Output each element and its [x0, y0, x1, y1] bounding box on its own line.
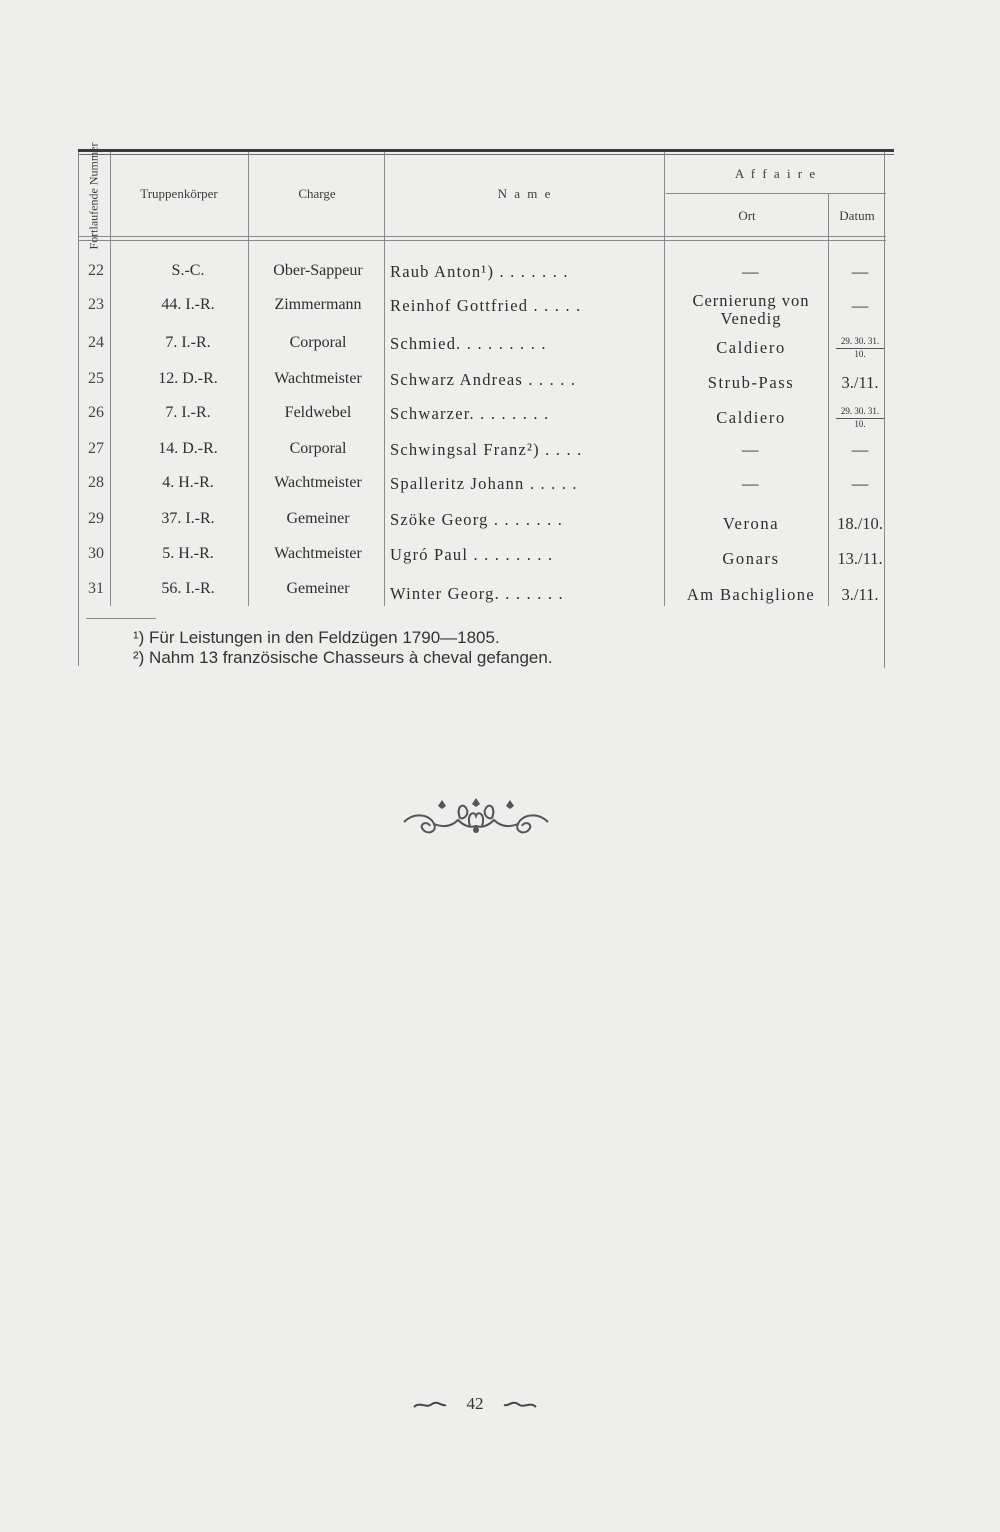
- table-top-rule: [78, 149, 894, 152]
- header-bottom-rule-2: [78, 240, 886, 241]
- table-row: [78, 404, 888, 440]
- left-swash-icon: [412, 1399, 448, 1411]
- page-number: 42: [466, 1394, 484, 1413]
- row-truppenkoerper: 7. I.-R.: [165, 404, 211, 421]
- row-ort: Verona: [722, 514, 780, 533]
- datum-month: 10.: [854, 419, 866, 429]
- right-swash-icon: [502, 1399, 538, 1411]
- row-truppenkoerper: 5. H.-R.: [162, 545, 214, 562]
- header-charge: Charge: [298, 186, 336, 201]
- row-truppenkoerper: 4. H.-R.: [162, 474, 214, 491]
- table-row: [78, 334, 888, 370]
- row-name: Winter Georg. . . . . . .: [390, 584, 564, 603]
- row-ort: Gonars: [722, 549, 780, 568]
- table-row: [78, 580, 888, 616]
- page-number-area: [400, 1394, 550, 1414]
- header-nummer: Fortlaufende Nummer: [86, 142, 101, 250]
- row-datum: —: [851, 440, 869, 459]
- table-top-rule-thin: [78, 154, 894, 155]
- row-name: Szöke Georg . . . . . . .: [390, 510, 564, 529]
- datum-month: 10.: [854, 349, 866, 359]
- row-ort: —: [741, 474, 761, 493]
- table-row: [78, 370, 888, 406]
- footnote-rule: [86, 618, 156, 619]
- table-row: [78, 474, 888, 510]
- header-name: N a m e: [497, 186, 553, 201]
- row-datum: 3./11.: [841, 585, 879, 604]
- row-name: Schwarzer. . . . . . . .: [390, 404, 550, 423]
- row-number: 29: [88, 510, 104, 527]
- row-truppenkoerper: 14. D.-R.: [158, 440, 218, 457]
- decorative-ornament-icon: [400, 796, 552, 844]
- datum-days: 29. 30. 31.: [836, 406, 884, 419]
- row-datum: [830, 336, 890, 360]
- row-truppenkoerper: 7. I.-R.: [165, 334, 211, 351]
- header-bottom-rule: [78, 236, 886, 237]
- row-datum: 13./11.: [837, 549, 883, 568]
- row-number: 28: [88, 474, 104, 491]
- row-number: 31: [88, 580, 104, 597]
- row-charge: Corporal: [289, 334, 347, 351]
- row-number: 25: [88, 370, 104, 387]
- row-charge: Feldwebel: [284, 404, 352, 421]
- row-ort: —: [741, 262, 761, 281]
- row-charge: Zimmermann: [274, 296, 362, 313]
- row-charge: Gemeiner: [286, 580, 350, 597]
- row-number: 24: [88, 334, 104, 351]
- table-row: [78, 440, 888, 476]
- affaire-subheader-rule: [666, 193, 886, 194]
- row-charge: Ober-Sappeur: [273, 262, 363, 279]
- row-charge: Corporal: [289, 440, 347, 457]
- header-affaire: A f f a i r e: [734, 166, 818, 181]
- row-truppenkoerper: S.-C.: [171, 262, 205, 279]
- footnote-2: ²) Nahm 13 französische Chasseurs à cheval gefangen.: [133, 648, 553, 667]
- row-datum: 18./10.: [837, 514, 883, 533]
- row-ort: Strub-Pass: [707, 373, 795, 392]
- row-name: Schwarz Andreas . . . . .: [390, 370, 577, 389]
- table-row: [78, 291, 888, 332]
- row-truppenkoerper: 37. I.-R.: [161, 510, 215, 527]
- row-ort: —: [741, 440, 761, 459]
- row-name: Ugró Paul . . . . . . . .: [390, 545, 554, 564]
- row-name: Spalleritz Johann . . . . .: [390, 474, 578, 493]
- row-charge: Wachtmeister: [274, 474, 362, 491]
- row-charge: Wachtmeister: [274, 545, 362, 562]
- row-name: Schwingsal Franz²) . . . .: [390, 440, 583, 459]
- row-name: Schmied. . . . . . . . .: [390, 334, 547, 353]
- row-datum: —: [851, 296, 869, 315]
- row-truppenkoerper: 12. D.-R.: [158, 370, 218, 387]
- row-truppenkoerper: 44. I.-R.: [161, 296, 215, 313]
- row-number: 22: [88, 262, 104, 279]
- row-number: 30: [88, 545, 104, 562]
- table-row: [78, 510, 888, 546]
- row-datum: 3./11.: [841, 373, 879, 392]
- row-name: Reinhof Gottfried . . . . .: [390, 296, 582, 315]
- row-number: 27: [88, 440, 104, 457]
- row-ort: Cernierung von Venedig: [692, 291, 810, 328]
- row-ort: Caldiero: [716, 338, 786, 357]
- footnote-1: ¹) Für Leistungen in den Feldzügen 1790—1805.: [133, 628, 500, 647]
- row-name: Raub Anton¹) . . . . . . .: [390, 262, 569, 281]
- row-datum: —: [851, 474, 869, 493]
- table-row: [78, 545, 888, 581]
- row-datum: [830, 406, 890, 430]
- row-ort: Caldiero: [716, 408, 786, 427]
- header-ort: Ort: [738, 208, 756, 223]
- datum-days: 29. 30. 31.: [836, 336, 884, 349]
- header-datum: Datum: [839, 208, 875, 223]
- header-truppenkoerper: Truppenkörper: [140, 186, 218, 201]
- row-datum: —: [851, 262, 869, 281]
- row-charge: Wachtmeister: [274, 370, 362, 387]
- row-charge: Gemeiner: [286, 510, 350, 527]
- row-truppenkoerper: 56. I.-R.: [161, 580, 215, 597]
- row-number: 26: [88, 404, 104, 421]
- row-number: 23: [88, 296, 104, 313]
- row-ort: Am Bachiglione: [686, 585, 816, 604]
